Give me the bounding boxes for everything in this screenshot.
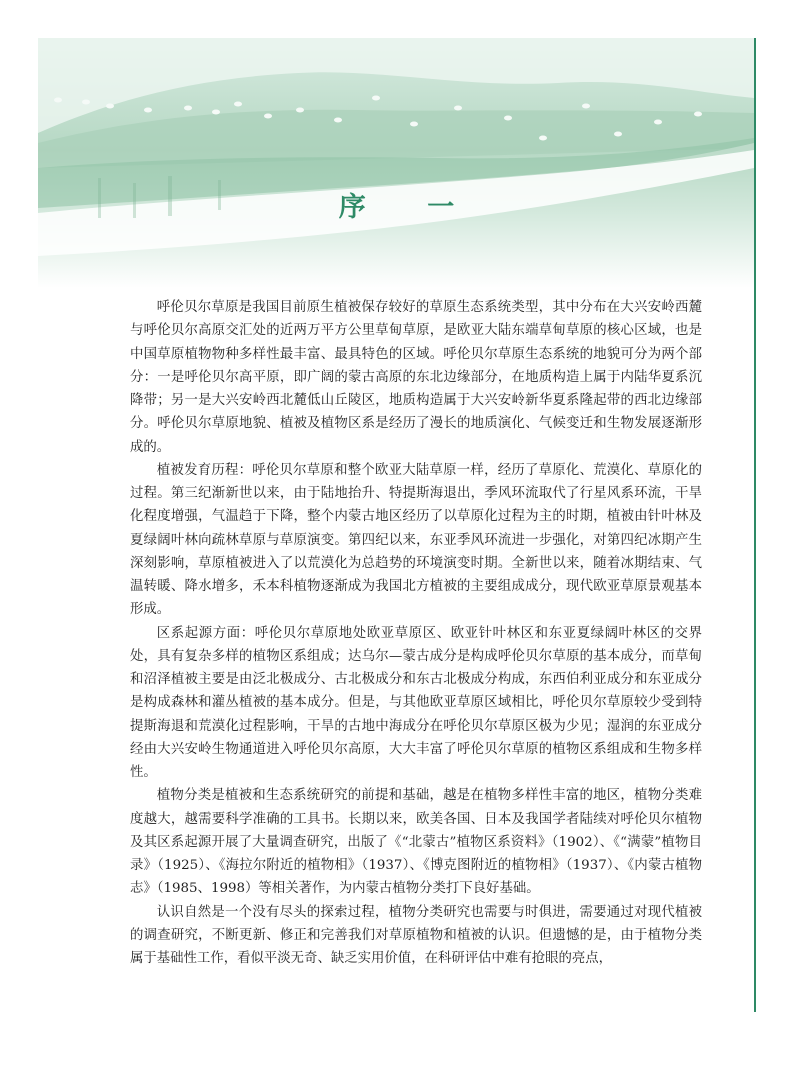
paragraph: 呼伦贝尔草原是我国目前原生植被保存较好的草原生态系统类型，其中分布在大兴安岭西麓与呼伦贝尔高原交汇处的近两万平方公里草甸草原，是欧亚大陆东端草甸草原的核心区域，也是中国草原植物物种多样性最丰富、最具特色的区域。呼伦贝尔草原生态系统的地貌可分为两个部分：一是呼伦贝尔高平原，即广阔的蒙古高原的东北边缘部分，在地质构造上属于内陆华夏系沉降带；另一是大兴安岭西北麓低山丘陵区，地质构造属于大兴安岭新华夏系隆起带的西北边缘部分。呼伦贝尔草原地貌、植被及植物区系是经历了漫长的地质演化、气候变迁和生物发展逐渐形成的。: [130, 300, 702, 455]
paragraph: 区系起源方面：呼伦贝尔草原地处欧亚草原区、欧亚针叶林区和东亚夏绿阔叶林区的交界处，具有复杂多样的植物区系组成；达乌尔—蒙古成分是构成呼伦贝尔草原的基本成分，而草甸和沼泽植被主要是由泛北极成分、古北极成分和东古北极成分构成，东西伯利亚成分和东亚成分是构成森林和灌丛植被的基本成分。但是，与其他欧亚草原区域相比，呼伦贝尔草原较少受到特提斯海退和荒漠化过程影响，干旱的古地中海成分在呼伦贝尔草原区极为少见；湿润的东亚成分经由大兴安岭生物通道进入呼伦贝尔高原，大大丰富了呼伦贝尔草原的植物区系组成和生物多样性。: [130, 625, 702, 780]
paragraph: 植物分类是植被和生态系统研究的前提和基础，越是在植物多样性丰富的地区，植物分类难度越大，越需要科学准确的工具书。长期以来，欧美各国、日本及我国学者陆续对呼伦贝尔植物及其区系起源开展了大量调查研究，出版了《“北蒙古”植物区系资料》（1902）、《“满蒙”植物目录》（1925）、《海拉尔附近的植物相》（1937）、《博克图附近的植物相》（1937）、《内蒙古植物志》（1985、1998）等相关著作，为内蒙古植物分类打下良好基础。: [130, 788, 702, 897]
grassland-photo-illustration: [38, 38, 754, 288]
paragraph: 认识自然是一个没有尽头的探索过程，植物分类研究也需要与时俱进，需要通过对现代植被的调查研究，不断更新、修正和完善我们对草原植物和植被的认识。但遗憾的是，由于植物分类属于基础性工作，看似平淡无奇、缺乏实用价值，在科研评估中难有抢眼的亮点，: [130, 904, 702, 966]
body-text: [130, 296, 702, 970]
header-banner-image: [38, 38, 754, 288]
page-title: 序 一: [338, 192, 481, 223]
paragraph: 植被发育历程：呼伦贝尔草原和整个欧亚大陆草原一样，经历了草原化、荒漠化、草原化的过程。第三纪渐新世以来，由于陆地抬升、特提斯海退出，季风环流取代了行星风系环流，干旱化程度增强，气温趋于下降，整个内蒙古地区经历了以草原化过程为主的时期，植被由针叶林及夏绿阔叶林向疏林草原与草原演变。第四纪以来，东亚季风环流进一步强化，对第四纪冰期产生深刻影响，草原植被进入了以荒漠化为总趋势的环境演变时期。全新世以来，随着冰期结束、气温转暖、降水增多，禾本科植物逐渐成为我国北方植被的主要组成成分，现代欧亚草原景观基本形成。: [130, 462, 702, 618]
